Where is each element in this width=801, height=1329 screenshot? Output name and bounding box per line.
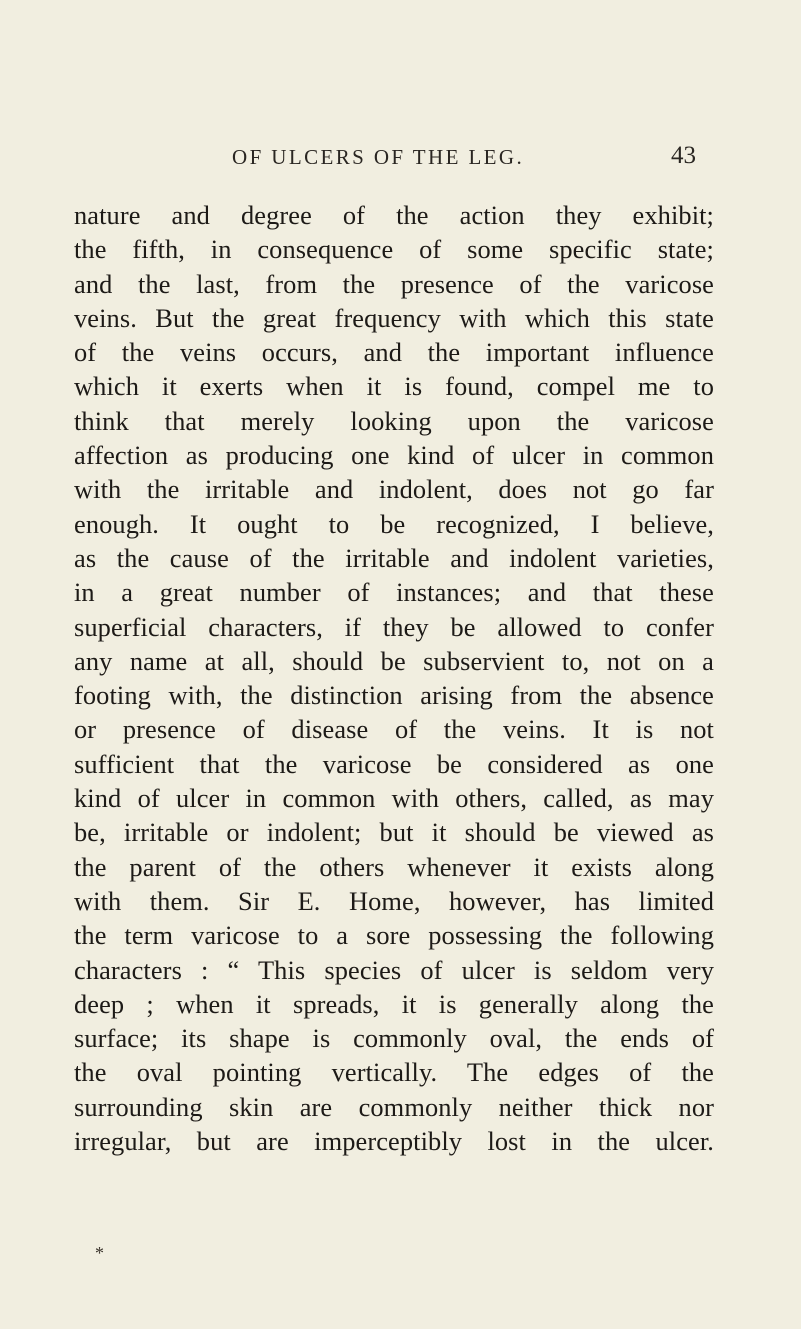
text-line: surrounding skin are commonly neither thick nor: [74, 1091, 714, 1122]
text-line: superficial characters, if they be allowed to confer: [74, 611, 714, 642]
text-line: surface; its shape is commonly oval, the ends of: [74, 1023, 714, 1054]
text-line: as the cause of the irritable and indolent varieties,: [74, 542, 714, 573]
text-line: irregular, but are imperceptibly lost in the ulcer.: [74, 1126, 714, 1157]
text-line: characters : “ This species of ulcer is seldom very: [74, 954, 714, 985]
text-line: and the last, from the presence of the varicose: [74, 268, 714, 299]
text-line: with the irritable and indolent, does not go far: [74, 474, 714, 505]
text-line: nature and degree of the action they exhibit;: [74, 200, 714, 230]
text-line: the fifth, in consequence of some specific state;: [74, 234, 714, 265]
text-line: or presence of disease of the veins. It is not: [74, 714, 714, 745]
text-line: which it exerts when it is found, compel me to: [74, 371, 714, 402]
text-line: any name at all, should be subservient to, not on a: [74, 645, 714, 676]
text-line: think that merely looking upon the varicose: [74, 405, 714, 436]
text-line: deep ; when it spreads, it is generally along the: [74, 988, 714, 1019]
text-line: the term varicose to a sore possessing the following: [74, 920, 714, 951]
text-line: with them. Sir E. Home, however, has limited: [74, 885, 714, 916]
running-head: [0, 142, 801, 175]
text-line: kind of ulcer in common with others, called, as may: [74, 783, 714, 814]
text-line: enough. It ought to be recognized, I believe,: [74, 508, 714, 539]
text-line: sufficient that the varicose be considered as one: [74, 748, 714, 779]
text-line: be, irritable or indolent; but it should be viewed as: [74, 817, 714, 848]
text-line: the parent of the others whenever it exists along: [74, 851, 714, 882]
text-line: footing with, the distinction arising from the absence: [74, 680, 714, 711]
text-line: the oval pointing vertically. The edges of the: [74, 1057, 714, 1088]
body-text: [74, 198, 714, 1158]
text-line: in a great number of instances; and that these: [74, 577, 714, 608]
signature-mark: *: [95, 1243, 104, 1263]
text-line: of the veins occurs, and the important influence: [74, 337, 714, 368]
running-title: OF ULCERS OF THE LEG.: [232, 145, 525, 169]
text-line: affection as producing one kind of ulcer in common: [74, 440, 714, 471]
text-line: veins. But the great frequency with which this state: [74, 302, 714, 333]
page-number: 43: [671, 142, 696, 169]
